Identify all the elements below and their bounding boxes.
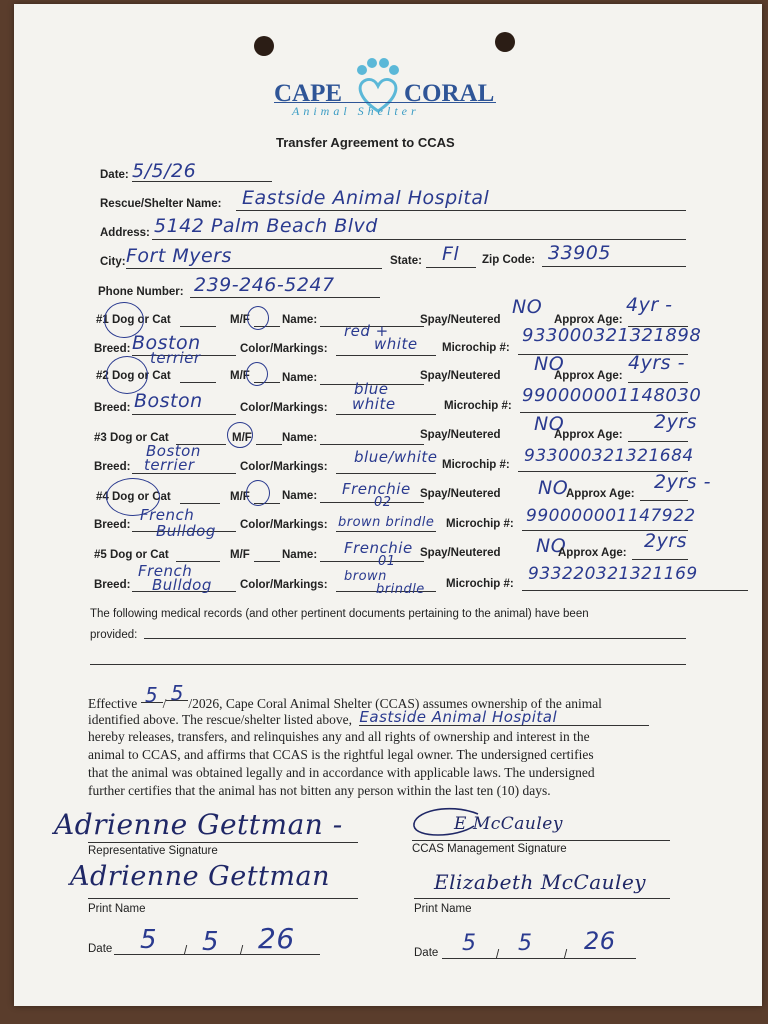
age-label-2: Approx Age:	[554, 370, 623, 382]
age-value-3[interactable]: 2yrs	[654, 411, 698, 433]
spay-label-4: Spay/Neutered	[420, 488, 501, 500]
city-value[interactable]: Fort Myers	[126, 245, 232, 267]
date-label: Date:	[100, 169, 129, 181]
records-text: The following medical records (and other pertinent documents pertaining to the animal) have been	[90, 608, 589, 620]
rep-signature-label: Representative Signature	[88, 845, 218, 857]
state-line	[426, 267, 476, 268]
phone-value[interactable]: 239-246-5247	[194, 274, 335, 296]
breed-label-4: Breed:	[94, 519, 131, 531]
logo-word-cape: CAPE	[274, 80, 343, 107]
age-value-2[interactable]: 4yrs -	[628, 352, 685, 374]
zip-line	[542, 266, 686, 267]
age-label-3: Approx Age:	[554, 429, 623, 441]
provided-label: provided:	[90, 629, 138, 641]
breed-label-2: Breed:	[94, 402, 131, 414]
color-value-2b[interactable]: white	[352, 395, 396, 413]
mf-line-3	[256, 444, 282, 445]
punch-hole-right	[495, 32, 515, 52]
rep-print-label: Print Name	[88, 903, 146, 915]
color-label-2: Color/Markings:	[240, 402, 328, 414]
age-line-5	[632, 559, 688, 560]
age-line-3	[628, 441, 688, 442]
city-line	[126, 268, 382, 269]
dog-or-cat-label-1: #1 Dog or Cat	[96, 314, 171, 326]
breed-label-1: Breed:	[94, 343, 131, 355]
rescue-name-value[interactable]: Eastside Animal Hospital	[242, 187, 490, 209]
color-line-1	[336, 355, 436, 356]
spay-label-5: Spay/Neutered	[420, 547, 501, 559]
mf-line-5	[254, 561, 280, 562]
age-label-5: Approx Age:	[558, 547, 627, 559]
spay-value-2[interactable]: NO	[534, 353, 565, 375]
rep-date-month[interactable]: 5	[140, 925, 158, 955]
mf-label-5: M/F	[230, 549, 250, 561]
ccas-signature[interactable]: E McCauley	[454, 814, 563, 834]
ccas-print-label: Print Name	[414, 903, 472, 915]
ccas-signature-line	[412, 840, 670, 841]
rep-date-sep-1: /	[184, 945, 188, 957]
breed-value-2[interactable]: Boston	[134, 390, 203, 412]
microchip-value-5[interactable]: 933220321321169	[528, 564, 698, 584]
breed-value-4b[interactable]: Bulldog	[156, 522, 216, 540]
color-value-5b[interactable]: brindle	[376, 582, 425, 597]
provided-line-1	[144, 638, 686, 639]
ccas-date-day[interactable]: 5	[518, 931, 533, 956]
dog-or-cat-line-2	[180, 382, 216, 383]
zip-label: Zip Code:	[482, 254, 536, 266]
dog-circle-mark-2	[106, 356, 148, 394]
breed-value-5b[interactable]: Bulldog	[152, 576, 212, 594]
agreement-line-1: Effective 5 / 5 /2026, Cape Coral Animal Shelter (CCAS) assumes ownership of the animal	[88, 681, 602, 711]
effective-month[interactable]: 5	[141, 688, 163, 703]
agreement-line-1-text: /2026, Cape Coral Animal Shelter (CCAS) assumes ownership of the animal	[188, 696, 602, 711]
address-label: Address:	[100, 227, 150, 239]
spay-value-3[interactable]: NO	[534, 413, 565, 435]
effective-day[interactable]: 5	[166, 686, 188, 701]
logo-rule	[274, 102, 496, 103]
color-label-4: Color/Markings:	[240, 519, 328, 531]
rescue-label: Rescue/Shelter Name:	[100, 198, 222, 210]
color-value-1b[interactable]: white	[374, 335, 418, 353]
color-value-1[interactable]: red +	[344, 322, 389, 340]
age-value-4[interactable]: 2yrs -	[654, 471, 711, 493]
breed-label-3: Breed:	[94, 461, 131, 473]
breed-value-3[interactable]: Boston	[146, 442, 201, 460]
age-value-5[interactable]: 2yrs	[644, 530, 688, 552]
name-label-3: Name:	[282, 432, 318, 444]
spay-value-1[interactable]: NO	[512, 296, 543, 318]
age-value-1[interactable]: 4yr -	[626, 294, 673, 316]
color-line-4	[336, 531, 436, 532]
agreement-line-3: hereby releases, transfers, and relinquishes any and all rights of ownership and interest in the	[88, 729, 590, 744]
name-line-5	[320, 561, 424, 562]
ccas-print-line	[414, 898, 670, 899]
ccas-date-sep-2: /	[564, 949, 568, 961]
zip-value[interactable]: 33905	[548, 242, 611, 264]
rep-date-day[interactable]: 5	[202, 927, 220, 957]
breed-value-3b[interactable]: terrier	[144, 456, 195, 474]
ccas-signature-label: CCAS Management Signature	[412, 843, 567, 855]
ccas-date-line	[442, 958, 636, 959]
name-value-5b[interactable]: 01	[378, 554, 396, 569]
color-label-5: Color/Markings:	[240, 579, 328, 591]
dog-or-cat-label-2: #2 Dog or Cat	[96, 370, 171, 382]
dog-or-cat-line-4	[180, 503, 220, 504]
dog-or-cat-line-1	[180, 326, 216, 327]
provided-line-2	[90, 664, 686, 665]
ccas-date-label: Date	[414, 947, 439, 959]
color-value-3[interactable]: blue/white	[354, 448, 438, 466]
name-line-3	[320, 444, 424, 445]
effective-label: Effective	[88, 696, 138, 711]
rep-date-label: Date	[88, 943, 113, 955]
dog-or-cat-label-5: #5 Dog or Cat	[94, 549, 169, 561]
address-line	[152, 239, 686, 240]
phone-label: Phone Number:	[98, 286, 184, 298]
color-value-2[interactable]: blue	[354, 380, 389, 398]
microchip-value-4[interactable]: 990000001147922	[526, 506, 696, 526]
color-line-3	[336, 473, 436, 474]
city-label: City:	[100, 256, 126, 268]
rep-signature-line	[88, 842, 358, 843]
rep-date-year[interactable]: 26	[258, 922, 295, 955]
agreement-line-2	[88, 708, 645, 728]
spay-value-5[interactable]: NO	[536, 535, 567, 557]
name-value-4b[interactable]: 02	[374, 495, 392, 510]
microchip-label-1: Microchip #:	[442, 342, 510, 354]
age-line-4	[640, 500, 688, 501]
mf-label-1: M/F	[230, 314, 250, 326]
agreement-rescue-name[interactable]: Eastside Animal Hospital	[359, 710, 649, 726]
dog-or-cat-label-3: #3 Dog or Cat	[94, 432, 169, 444]
representative-signature[interactable]: Adrienne Gettman -	[54, 808, 343, 841]
ccas-print-name[interactable]: Elizabeth McCauley	[434, 870, 647, 894]
rep-print-line	[88, 898, 358, 899]
color-value-4[interactable]: brown brindle	[338, 515, 435, 530]
address-value[interactable]: 5142 Palm Beach Blvd	[154, 215, 378, 237]
female-circle-mark-2	[246, 362, 268, 386]
name-label-5: Name:	[282, 549, 318, 561]
agreement-line-5: that the animal was obtained legally and in accordance with applicable laws. The undersigned	[88, 765, 595, 780]
rescue-line	[236, 210, 686, 211]
microchip-label-4: Microchip #:	[446, 518, 514, 530]
microchip-label-5: Microchip #:	[446, 578, 514, 590]
breed-value-1[interactable]: Boston	[132, 332, 201, 354]
name-label-4: Name:	[282, 490, 318, 502]
rep-date-sep-2: /	[240, 945, 244, 957]
spay-value-4[interactable]: NO	[538, 477, 569, 499]
microchip-value-1[interactable]: 933000321321898	[522, 325, 702, 346]
spay-label-2: Spay/Neutered	[420, 370, 501, 382]
microchip-value-3[interactable]: 933000321321684	[524, 446, 694, 466]
phone-line	[190, 297, 380, 298]
microchip-label-3: Microchip #:	[442, 459, 510, 471]
spay-label-1: Spay/Neutered	[420, 314, 501, 326]
name-label-2: Name:	[282, 372, 318, 384]
color-value-5[interactable]: brown	[344, 569, 387, 584]
breed-label-5: Breed:	[94, 579, 131, 591]
mf-label-4: M/F	[230, 491, 250, 503]
dog-or-cat-label-4: #4 Dog or Cat	[96, 491, 171, 503]
mf-label-3: M/F	[232, 432, 252, 444]
color-label-3: Color/Markings:	[240, 461, 328, 473]
microchip-line-5	[522, 590, 748, 591]
agreement-line-4: animal to CCAS, and affirms that CCAS is the rightful legal owner. The undersigned certifies	[88, 747, 594, 762]
agreement-line-6: further certifies that the animal has not bitten any person within the last ten (10) days.	[88, 783, 551, 798]
name-value-5[interactable]: Frenchie	[344, 539, 413, 557]
ccas-date-year[interactable]: 26	[584, 927, 616, 955]
name-label-1: Name:	[282, 314, 318, 326]
state-value[interactable]: Fl	[442, 243, 460, 265]
spay-label-3: Spay/Neutered	[420, 429, 501, 441]
name-value-4[interactable]: Frenchie	[342, 480, 411, 498]
breed-value-5[interactable]: French	[138, 562, 193, 580]
ccas-date-month[interactable]: 5	[462, 931, 477, 956]
breed-value-1b[interactable]: terrier	[150, 349, 201, 367]
female-circle-mark-1	[247, 306, 269, 330]
male-circle-mark-3	[227, 422, 253, 448]
logo-subtitle: Animal Shelter	[292, 104, 420, 118]
age-label-4: Approx Age:	[566, 488, 635, 500]
breed-value-4[interactable]: French	[140, 506, 195, 524]
age-label-1: Approx Age:	[554, 314, 623, 326]
form-title: Transfer Agreement to CCAS	[276, 135, 455, 150]
female-circle-mark-4	[246, 480, 270, 506]
ccas-date-sep-1: /	[496, 949, 500, 961]
agreement-line-2-text: identified above. The rescue/shelter listed above,	[88, 712, 353, 727]
date-value[interactable]: 5/5/26	[132, 160, 197, 182]
mf-label-2: M/F	[230, 370, 250, 382]
age-line-2	[628, 382, 688, 383]
logo-word-coral: CORAL	[404, 80, 495, 107]
microchip-value-2[interactable]: 990000001148030	[522, 385, 702, 406]
color-label-1: Color/Markings:	[240, 343, 328, 355]
name-line-4	[320, 502, 424, 503]
punch-hole-left	[254, 36, 274, 56]
transfer-form-paper	[14, 4, 762, 1006]
microchip-label-2: Microchip #:	[444, 400, 512, 412]
representative-print-name[interactable]: Adrienne Gettman	[70, 861, 330, 892]
color-line-2	[336, 414, 436, 415]
breed-line-2	[132, 414, 236, 415]
state-label: State:	[390, 255, 422, 267]
